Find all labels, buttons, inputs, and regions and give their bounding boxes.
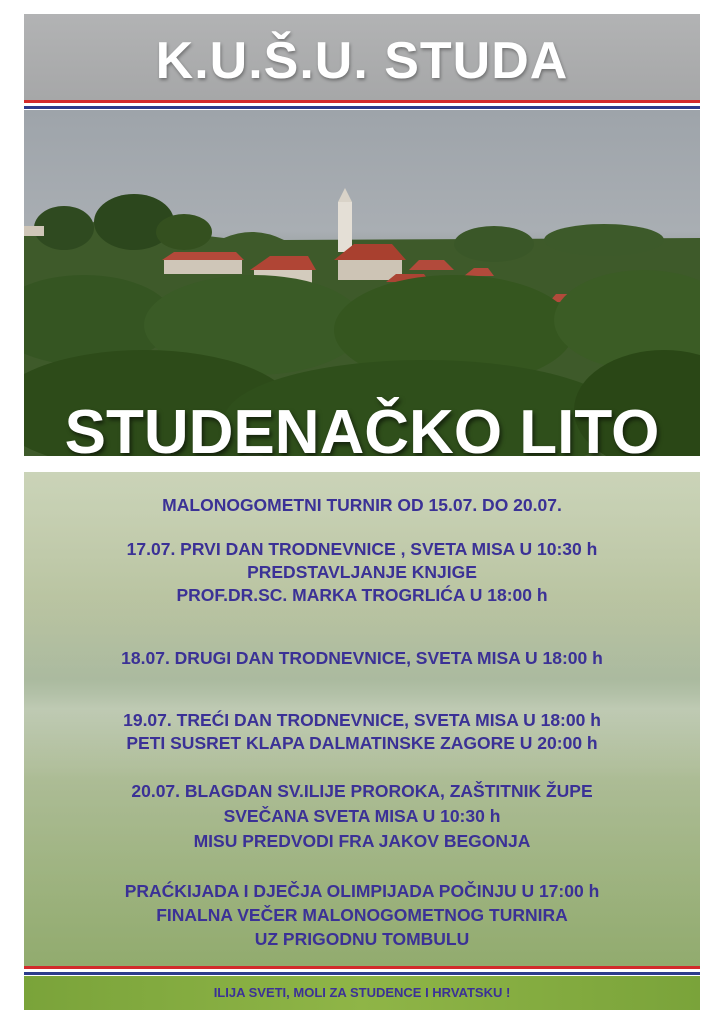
event-title: STUDENAČKO LITO: [64, 398, 660, 456]
event-line: PRAĆKIJADA I DJEČJA OLIMPIJADA POČINJU U 17:00 h: [124, 881, 600, 901]
event-line: PREDSTAVLJANJE KNJIGE: [247, 562, 477, 582]
event-line: SVEČANA SVETA MISA U 10:30 h: [223, 806, 501, 826]
footer-prayer-text: ILIJA SVETI, MOLI ZA STUDENCE I HRVATSKU !: [213, 985, 511, 1000]
footer-stripe-blue: [24, 972, 700, 975]
page-title: K.U.Š.U. STUDA: [155, 32, 569, 90]
events-panel: [24, 472, 700, 966]
event-line: PROF.DR.SC. MARKA TROGRLIĆA U 18:00 h: [176, 585, 548, 605]
event-line: 17.07. PRVI DAN TRODNEVNICE , SVETA MISA U 10:30 h: [126, 539, 598, 559]
event-line: MALONOGOMETNI TURNIR OD 15.07. DO 20.07.: [162, 495, 562, 515]
event-line: PETI SUSRET KLAPA DALMATINSKE ZAGORE U 20:00 h: [126, 733, 598, 753]
header-banner: [24, 14, 700, 100]
village-photo: [24, 110, 700, 456]
event-line: 18.07. DRUGI DAN TRODNEVNICE, SVETA MISA U 18:00 h: [121, 648, 603, 668]
event-line: FINALNA VEČER MALONOGOMETNOG TURNIRA: [156, 905, 568, 925]
event-line: UZ PRIGODNU TOMBULU: [254, 929, 470, 949]
footer-banner: [24, 976, 700, 1010]
event-line: MISU PREDVODI FRA JAKOV BEGONJA: [193, 831, 531, 851]
event-line: 19.07. TREĆI DAN TRODNEVNICE, SVETA MISA U 18:00 h: [123, 710, 601, 730]
poster: [24, 14, 700, 1010]
header-stripe-blue: [24, 106, 700, 109]
event-line: 20.07. BLAGDAN SV.ILIJE PROROKA, ZAŠTITNIK ŽUPE: [131, 781, 593, 801]
